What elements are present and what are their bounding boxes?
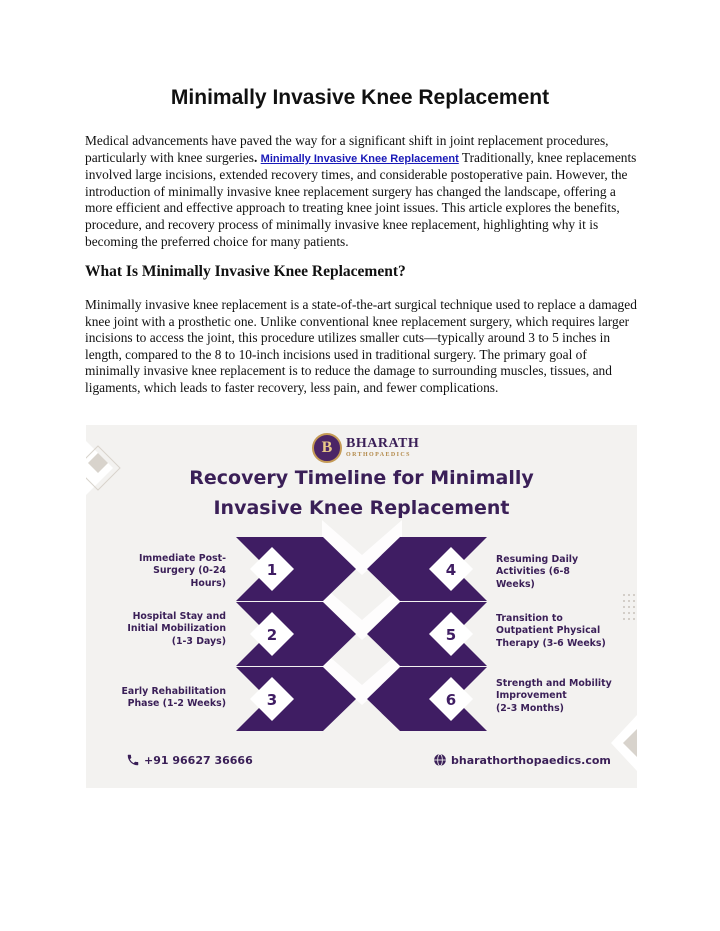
- intro-text-continued: Traditionally, knee replacements involved large incisions, extended recovery times, and considerable postoperative pain. However, the introduction of minimally invasive knee replacement surgery has changed the landscape, offering a more efficient and effective approach to treating knee joint issues. This article explores the benefits, procedure, and recovery process of minimally invasive knee replacement, highlighting why it is becoming the preferred choice for many patients.: [85, 149, 637, 249]
- website-url: bharathorthopaedics.com: [451, 753, 611, 767]
- knee-replacement-link[interactable]: Minimally Invasive Knee Replacement: [260, 152, 459, 165]
- step-number-5: 5: [445, 626, 457, 644]
- step-label-4: Resuming Daily Activities (6-8 Weeks): [496, 554, 579, 590]
- intro-paragraph: [85, 133, 641, 250]
- intro-text: Medical advancements have paved the way for a significant shift in joint replacement procedures, particularly with knee surgeries: [85, 133, 609, 165]
- brand-letter: B: [321, 439, 333, 456]
- step-label-3: Early Rehabilitation Phase (1-2 Weeks): [121, 686, 226, 710]
- phone-icon: [126, 753, 140, 767]
- step-label-2: Hospital Stay and Initial Mobilization (1-3 Days): [127, 611, 226, 647]
- infographic-title-line1: Recovery Timeline for Minimally: [189, 467, 534, 489]
- step-number-4: 4: [445, 561, 457, 579]
- phone-number: +91 96627 36666: [144, 753, 253, 767]
- step-number-2: 2: [266, 626, 278, 644]
- dot-grid-decor: [623, 594, 635, 620]
- brand-name: BHARATH: [346, 436, 420, 451]
- page-title: Minimally Invasive Knee Replacement: [170, 86, 550, 109]
- phone-contact: [126, 753, 253, 767]
- section-paragraph: Minimally invasive knee replacement is a state-of-the-art surgical technique used to replace a damaged knee joint with a prosthetic one. Unlike conventional knee replacement surgery, which requires larger incisions to access the joint, this procedure utilizes smaller cuts—typically around 3 to 5 inches in length, compared to the 8 to 10-inch incisions used in traditional surgery. The primary goal of minimally invasive knee replacement is to reduce the damage to surrounding muscles, tissues, and ligaments, which leads to faster recovery, less pain, and fewer complications.: [85, 297, 637, 395]
- globe-icon: [433, 753, 447, 767]
- step-label-5: Transition to Outpatient Physical Therapy (3-6 Weeks): [496, 613, 606, 649]
- brand-badge-icon: [312, 433, 342, 463]
- brand-logo: [312, 433, 419, 463]
- intro-dot: .: [253, 149, 258, 165]
- brand-subtitle: ORTHOPAEDICS: [346, 452, 411, 458]
- diamond-decor: [611, 715, 637, 771]
- step-number-3: 3: [266, 691, 278, 709]
- recovery-timeline-infographic: [86, 425, 637, 788]
- step-label-1: Immediate Post- Surgery (0-24 Hours): [138, 553, 226, 589]
- step-label-6: Strength and Mobility Improvement (2-3 Months): [496, 678, 612, 714]
- step-number-1: 1: [266, 561, 278, 579]
- step-number-6: 6: [445, 691, 457, 709]
- section-heading: What Is Minimally Invasive Knee Replacement?: [85, 263, 406, 280]
- website-contact: [433, 753, 611, 767]
- infographic-title-line2: Invasive Knee Replacement: [213, 497, 510, 519]
